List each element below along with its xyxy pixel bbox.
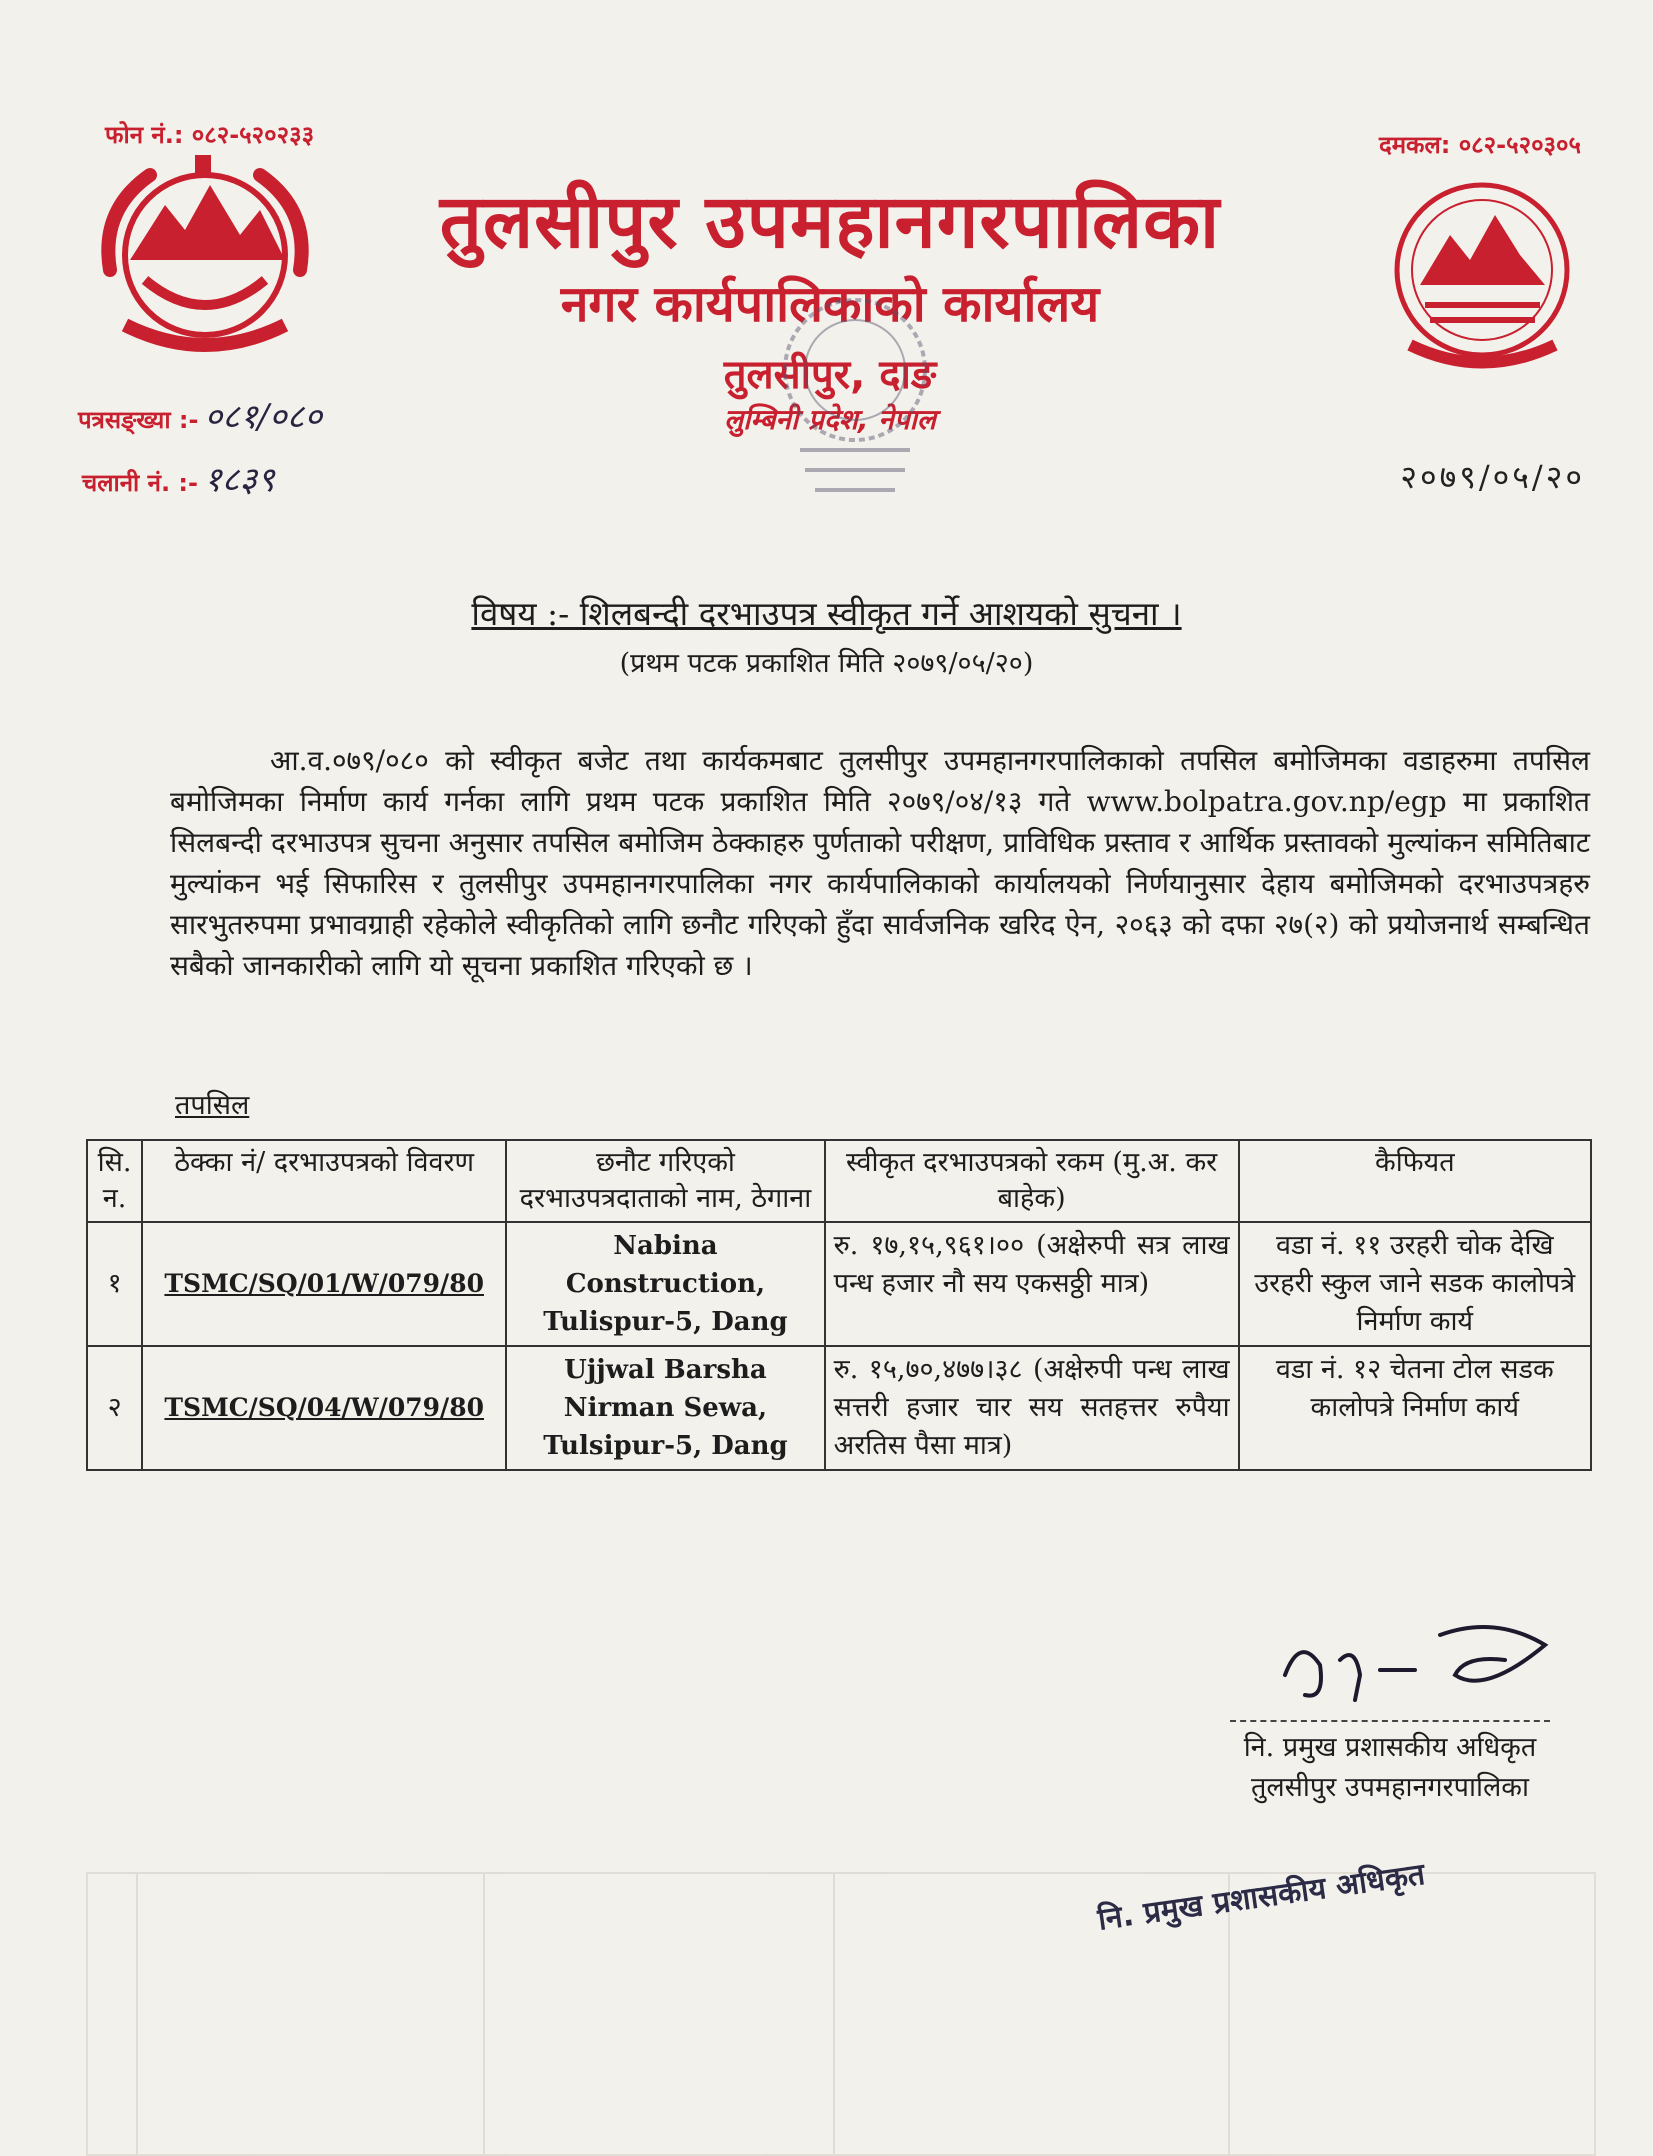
row-remarks: वडा नं. १२ चेतना टोल सडक कालोपत्रे निर्माण कार्य — [1239, 1346, 1591, 1470]
row-bidder: Ujjwal Barsha Nirman Sewa, Tulsipur-5, Dang — [506, 1346, 824, 1470]
row-serial: २ — [87, 1346, 142, 1470]
dispatch-number — [82, 455, 275, 501]
signature-icon — [1265, 1605, 1565, 1715]
signatory-block — [1190, 1728, 1590, 1808]
signature-line — [1230, 1720, 1550, 1722]
schedule-table — [86, 1139, 1592, 1471]
row-remarks: वडा नं. ११ उरहरी चोक देखि उरहरी स्कुल जाने सडक कालोपत्रे निर्माण कार्य — [1239, 1222, 1591, 1346]
header-amount: स्वीकृत दरभाउपत्रको रकम (मु.अ. कर बाहेक) — [825, 1140, 1239, 1222]
table-row — [87, 1222, 1591, 1346]
letter-number-label: पत्रसङ्ख्या :- — [78, 406, 199, 434]
municipality-logo-icon — [1380, 175, 1585, 375]
schedule-label: तपसिल — [175, 1090, 250, 1121]
dispatch-number-value: १८३९ — [203, 460, 275, 500]
letter-number — [78, 392, 322, 438]
row-amount: रु. १५,७०,४७७।३८ (अक्षेरुपी पन्ध लाख सत्तरी हजार चार सय सतहत्तर रुपैया अरतिस पैसा मात्र) — [825, 1346, 1239, 1470]
letter-number-value: ०८१/०८० — [204, 397, 323, 437]
row-amount: रु. १७,१५,९६१।०० (अक्षेरुपी सत्र लाख पन्ध हजार नौ सय एकसठ्ठी मात्र) — [825, 1222, 1239, 1346]
notice-subject: विषय :- शिलबन्दी दरभाउपत्र स्वीकृत गर्ने आशयको सुचना । — [471, 594, 1182, 633]
row-contract-no: TSMC/SQ/01/W/079/80 — [142, 1222, 506, 1346]
signatory-office: तुलसीपुर उपमहानगरपालिका — [1250, 1772, 1530, 1803]
table-row — [87, 1346, 1591, 1470]
signatory-title: नि. प्रमुख प्रशासकीय अधिकृत — [1243, 1732, 1537, 1763]
nepal-emblem-icon — [90, 150, 320, 370]
office-subtitle: नगर कार्यपालिकाको कार्यालय — [560, 275, 1100, 333]
row-bidder: Nabina Construction, Tulispur-5, Dang — [506, 1222, 824, 1346]
row-contract-no: TSMC/SQ/04/W/079/80 — [142, 1346, 506, 1470]
office-round-stamp-icon — [770, 280, 940, 510]
header-bidder: छनौट गरिएको दरभाउपत्रदाताको नाम, ठेगाना — [506, 1140, 824, 1222]
notice-body — [170, 740, 1590, 986]
office-city: तुलसीपुर, दाङ — [723, 352, 937, 398]
officer-stamp: नि. प्रमुख प्रशासकीय अधिकृत — [1095, 1857, 1428, 1938]
publish-date: (प्रथम पटक प्रकाशित मिति २०७९/०५/२०) — [619, 648, 1034, 679]
table-header-row — [87, 1140, 1591, 1222]
header-remarks: कैफियत — [1239, 1140, 1591, 1222]
header-contract: ठेक्का नं/ दरभाउपत्रको विवरण — [142, 1140, 506, 1222]
show-through-table — [86, 1872, 1596, 2156]
phone-number: फोन नं.: ०८२-५२०२३३ — [105, 121, 315, 149]
office-name-title: तुलसीपुर उपमहानगरपालिका — [439, 179, 1221, 265]
header-serial: सि. न. — [87, 1140, 142, 1222]
fire-brigade-number: दमकल: ०८२-५२०३०५ — [1378, 131, 1581, 159]
notice-body-text: आ.व.०७९/०८० को स्वीकृत बजेट तथा कार्यकमबाट तुलसीपुर उपमहानगरपालिकाको तपसिल बमोजिमका वडाहरुमा तपसिल बमोजिमका निर्माण कार्य गर्नका लागि प्रथम पटक प्रकाशित मिति २०७९/०४/१३ गते www.bolpatra.gov.np/egp मा प्रकाशित सिलबन्दी दरभाउपत्र सुचना अनुसार तपसिल बमोजिम ठेक्काहरु पुर्णताको परीक्षण, प्राविधिक प्रस्ताव र आर्थिक प्रस्तावको मुल्यांकन समितिबाट मुल्यांकन भई सिफारिस र तुलसीपुर उपमहानगरपालिका नगर कार्यपालिकाको कार्यालयको निर्णयानुसार देहाय बमोजिमको दरभाउपत्रहरु सारभुतरुपमा प्रभावग्राही रहेकोले स्वीकृतिको लागि छनौट गरिएको हुँदा सार्वजनिक खरिद ऐन, २०६३ को दफा २७(२) को प्रयोजनार्थ सम्बन्धित सबैको जानकारीको लागि यो सूचना प्रकाशित गरिएको छ । — [170, 744, 1590, 982]
dispatch-number-label: चलानी नं. :- — [82, 469, 198, 497]
letter-date: २०७९/०५/२० — [1400, 458, 1585, 496]
row-serial: १ — [87, 1222, 142, 1346]
office-province: लुम्बिनी प्रदेश, नेपाल — [724, 403, 936, 436]
